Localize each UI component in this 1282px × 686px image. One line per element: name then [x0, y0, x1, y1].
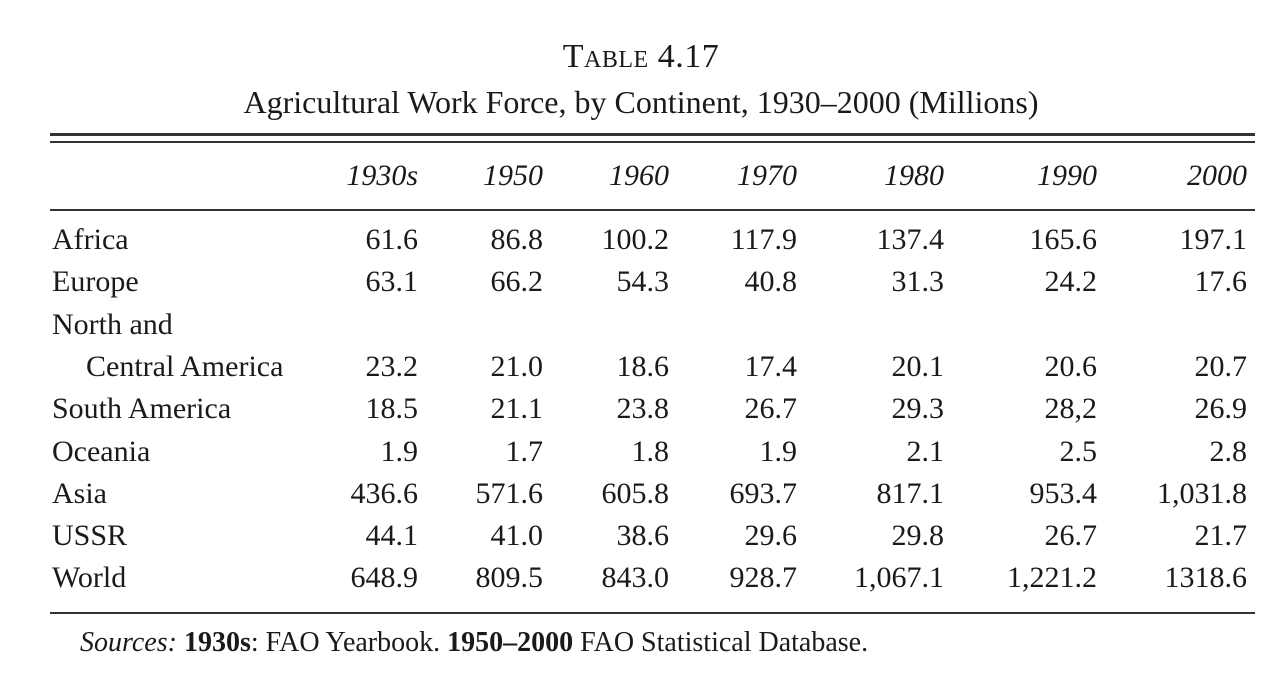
row-label: Oceania [52, 434, 151, 468]
table-cell: 20.6 [1044, 349, 1097, 383]
bottom-rule [50, 612, 1255, 614]
table-cell: 20.1 [891, 349, 944, 383]
table-cell: 61.6 [365, 223, 418, 256]
table-cell: 31.3 [891, 265, 944, 299]
table-title: Agricultural Work Force, by Continent, 1930–2000 (Millions) [243, 84, 1039, 120]
table-cell: 165.6 [1029, 223, 1097, 256]
table-row [0, 261, 1282, 303]
table-cell: 26.9 [1194, 392, 1247, 426]
table-cell: 41.0 [490, 519, 543, 553]
table-cell: 1.9 [759, 434, 797, 468]
table-cell: 38.6 [616, 519, 669, 553]
table-row [0, 473, 1282, 515]
table-cell: 28,2 [1044, 392, 1097, 426]
row-label: South America [52, 392, 232, 426]
table-cell: 817.1 [876, 476, 944, 510]
table-cell: 2.8 [1209, 434, 1247, 468]
table-cell: 100.2 [601, 223, 669, 256]
column-header: 1970 [737, 159, 797, 192]
table-cell: 1,221.2 [1007, 561, 1097, 595]
sources-years-1: 1930s [183, 627, 251, 658]
table-cell: 17.4 [744, 349, 797, 383]
table-cell: 23.2 [365, 349, 418, 383]
row-label: World [52, 561, 127, 595]
table-cell: 605.8 [601, 476, 669, 510]
table-cell: 24.2 [1044, 265, 1097, 299]
table-cell: 21.7 [1194, 519, 1247, 553]
table-cell: 809.5 [475, 561, 543, 595]
table-row [0, 431, 1282, 473]
table-cell: 648.9 [350, 561, 418, 595]
row-label: USSR [52, 519, 128, 553]
table-cell: 1,031.8 [1157, 476, 1247, 510]
table-cell: 21.0 [490, 349, 543, 383]
sources-text-2: FAO Statistical Database. [573, 627, 869, 658]
top-rule [50, 133, 1255, 136]
table-cell: 18.5 [365, 392, 418, 426]
column-header: 1980 [884, 159, 944, 192]
table-cell: 44.1 [365, 519, 418, 553]
table-cell: 17.6 [1194, 265, 1247, 299]
table-cell: 18.6 [616, 349, 669, 383]
table-cell: 2.1 [906, 434, 944, 468]
table-cell: 571.6 [475, 476, 543, 510]
table-cell: 953.4 [1029, 476, 1097, 510]
table-cell: 29.6 [744, 519, 797, 553]
table-cell: 26.7 [1044, 519, 1097, 553]
table-cell: 1,067.1 [854, 561, 944, 595]
table-cell: 1.7 [505, 434, 543, 468]
table-label: Table 4.17 [562, 38, 720, 75]
table-cell: 137.4 [876, 223, 944, 256]
table-cell: 20.7 [1194, 349, 1247, 383]
table-cell: 29.8 [891, 519, 944, 553]
column-header: 1960 [609, 159, 669, 192]
row-label: Central America [86, 349, 284, 383]
sources-lead: Sources: [80, 627, 177, 658]
table-cell: 1.9 [380, 434, 418, 468]
top-rule-inner [50, 141, 1255, 143]
row-label: North and [52, 307, 173, 341]
row-label: Europe [52, 265, 139, 299]
row-label: Africa [52, 223, 129, 256]
table-row [0, 346, 1282, 388]
table-cell: 117.9 [730, 223, 797, 256]
table-cell: 54.3 [616, 265, 669, 299]
column-header: 1930s [346, 159, 418, 192]
table-cell: 1.8 [631, 434, 669, 468]
table-cell: 1318.6 [1164, 561, 1247, 595]
table-row [0, 557, 1282, 599]
row-label: Asia [52, 476, 107, 510]
table-cell: 843.0 [601, 561, 669, 595]
table-cell: 928.7 [729, 561, 797, 595]
table-row [0, 515, 1282, 557]
table-cell: 86.8 [490, 223, 543, 256]
column-header: 1990 [1037, 159, 1097, 192]
table-cell: 693.7 [729, 476, 797, 510]
table-cell: 436.6 [350, 476, 418, 510]
table-cell: 2.5 [1059, 434, 1097, 468]
table-cell: 197.1 [1179, 223, 1247, 256]
table-cell: 40.8 [744, 265, 797, 299]
sources-note [80, 627, 868, 659]
table-row [0, 219, 1282, 261]
table-row [0, 388, 1282, 430]
table-cell: 29.3 [891, 392, 944, 426]
table-cell: 26.7 [744, 392, 797, 426]
table-cell: 66.2 [490, 265, 543, 299]
sources-text-1: : FAO Yearbook. [250, 627, 448, 658]
table-row [0, 304, 1282, 346]
sources-years-2: 1950–2000 [447, 627, 574, 658]
column-header: 2000 [1187, 159, 1247, 192]
header-rule [50, 209, 1255, 211]
table-cell: 63.1 [365, 265, 418, 299]
table-header-row [0, 155, 1282, 197]
table-cell: 21.1 [490, 392, 543, 426]
column-header: 1950 [483, 159, 543, 192]
table-cell: 23.8 [616, 392, 669, 426]
